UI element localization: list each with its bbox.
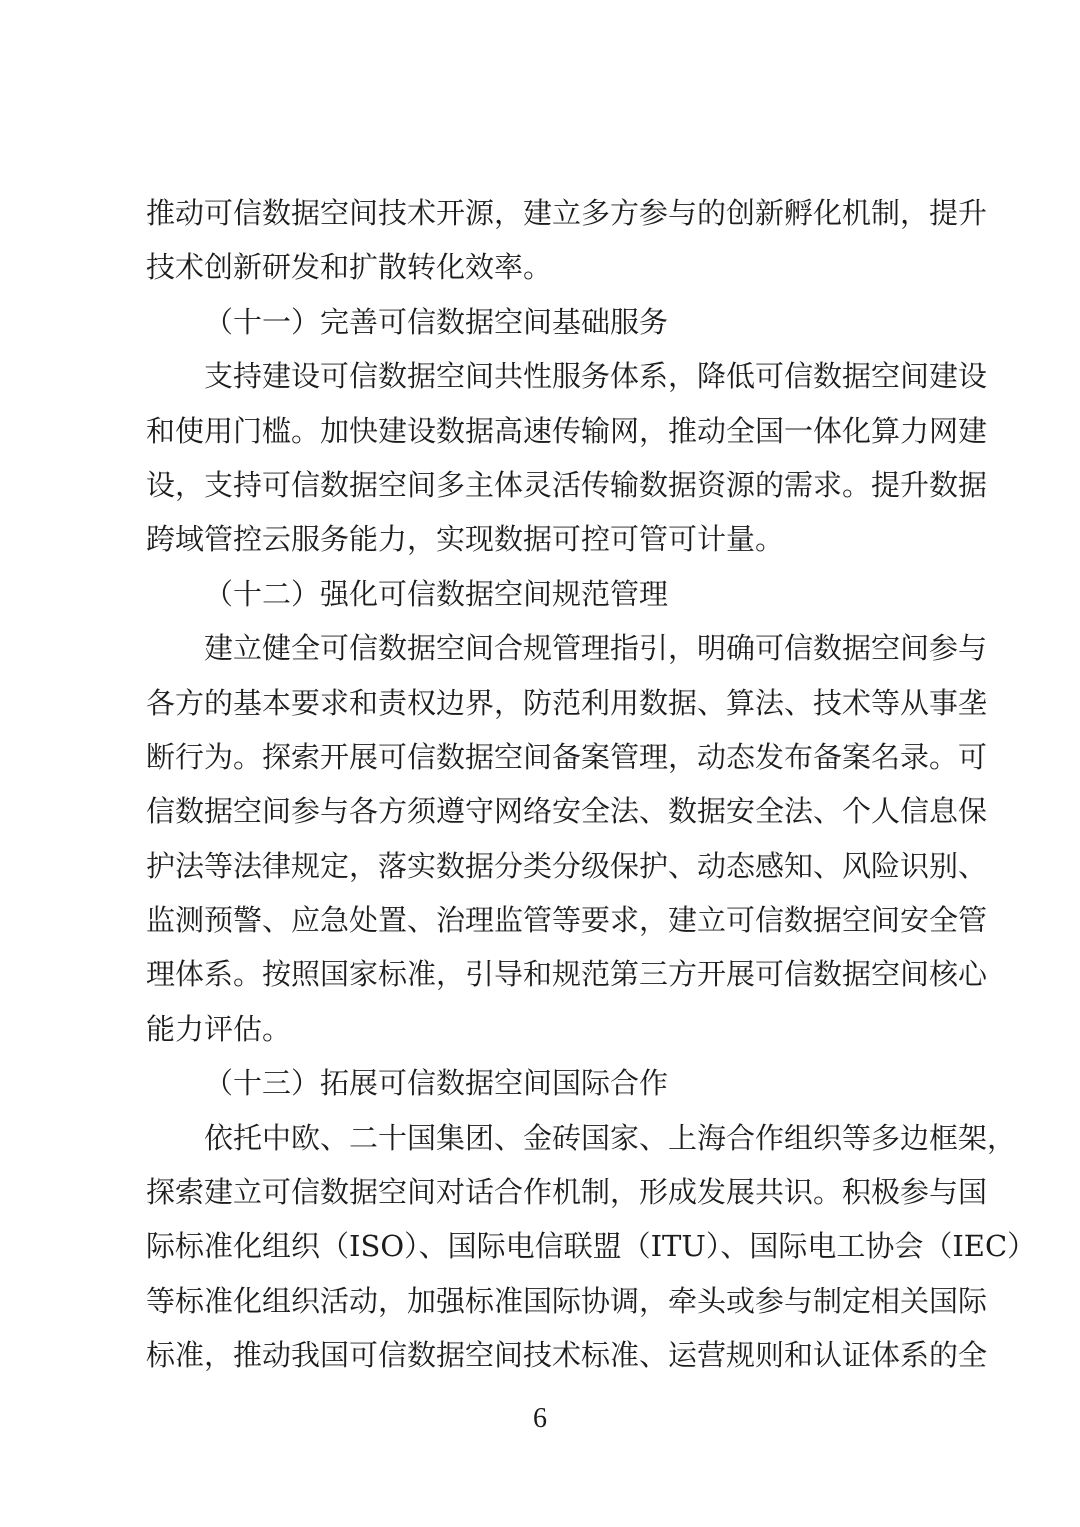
paragraph-line: 信数据空间参与各方须遵守网络安全法、数据安全法、个人信息保 xyxy=(146,794,988,829)
paragraph-line: 支持建设可信数据空间共性服务体系，降低可信数据空间建设 xyxy=(204,359,988,394)
paragraph-line: 际标准化组织（ISO）、国际电信联盟（ITU）、国际电工协会（IEC） xyxy=(146,1229,1037,1264)
paragraph-line: 能力评估。 xyxy=(146,1011,292,1046)
section-heading: （十二）强化可信数据空间规范管理 xyxy=(204,576,669,611)
section-heading: （十一）完善可信数据空间基础服务 xyxy=(204,304,669,339)
paragraph-line: 和使用门槛。加快建设数据高速传输网，推动全国一体化算力网建 xyxy=(146,413,988,448)
section-heading: （十三）拓展可信数据空间国际合作 xyxy=(204,1066,669,1101)
paragraph-line: 理体系。按照国家标准，引导和规范第三方开展可信数据空间核心 xyxy=(146,957,988,992)
paragraph-line: 设，支持可信数据空间多主体灵活传输数据资源的需求。提升数据 xyxy=(146,467,988,502)
paragraph-line: 探索建立可信数据空间对话合作机制，形成发展共识。积极参与国 xyxy=(146,1175,988,1210)
paragraph-line: 监测预警、应急处置、治理监管等要求，建立可信数据空间安全管 xyxy=(146,903,988,938)
document-body xyxy=(146,186,1037,1383)
paragraph-line: 护法等法律规定，落实数据分类分级保护、动态感知、风险识别、 xyxy=(146,848,988,883)
paragraph-line: 推动可信数据空间技术开源，建立多方参与的创新孵化机制，提升 xyxy=(146,196,988,230)
paragraph-line: 标准，推动我国可信数据空间技术标准、运营规则和认证体系的全 xyxy=(146,1338,988,1373)
paragraph-line: 等标准化组织活动，加强标准国际协调，牵头或参与制定相关国际 xyxy=(146,1283,988,1318)
paragraph-line: 技术创新研发和扩散转化效率。 xyxy=(146,250,553,285)
page-number: 6 xyxy=(533,1403,547,1434)
paragraph-line: 依托中欧、二十国集团、金砖国家、上海合作组织等多边框架， xyxy=(204,1120,1017,1155)
paragraph-line: 断行为。探索开展可信数据空间备案管理，动态发布备案名录。可 xyxy=(146,739,988,774)
paragraph-line: 各方的基本要求和责权边界，防范利用数据、算法、技术等从事垄 xyxy=(146,685,988,720)
paragraph-line: 建立健全可信数据空间合规管理指引，明确可信数据空间参与 xyxy=(204,631,988,666)
paragraph-line: 跨域管控云服务能力，实现数据可控可管可计量。 xyxy=(146,522,785,557)
